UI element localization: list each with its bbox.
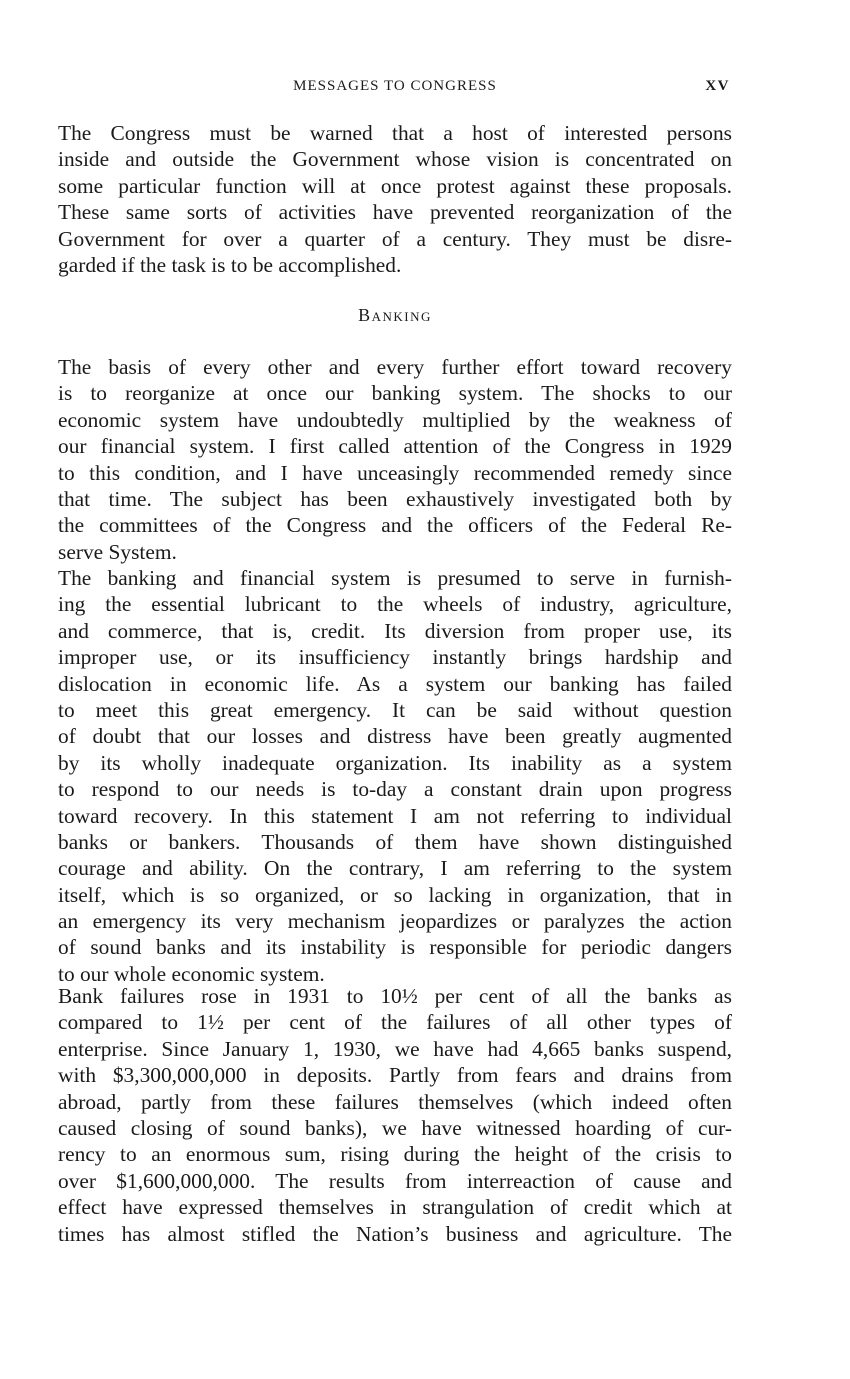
text-line: is to reorganize at once our banking system. The shocks to our bbox=[58, 381, 732, 406]
text-line: Bank failures rose in 1931 to 10½ per cent of all the banks as bbox=[58, 984, 732, 1008]
text-line: toward recovery. In this statement I am not referring to individual bbox=[58, 803, 732, 828]
text-line: The basis of every other and every further effort toward recovery bbox=[58, 355, 732, 379]
paragraph-warning bbox=[58, 120, 732, 278]
text-line: Government for over a quarter of a century. They must be disre- bbox=[58, 226, 732, 251]
running-head bbox=[58, 78, 732, 100]
text-line: abroad, partly from these failures themselves (which indeed often bbox=[58, 1089, 732, 1114]
text-line: with $3,300,000,000 in deposits. Partly from fears and drains from bbox=[58, 1063, 732, 1088]
text-line: effect have expressed themselves in strangulation of credit which at bbox=[58, 1195, 732, 1220]
text-line: inside and outside the Government whose vision is concentrated on bbox=[58, 147, 732, 172]
text-line: dislocation in economic life. As a system our banking has failed bbox=[58, 671, 732, 696]
text-line: ing the essential lubricant to the wheels of industry, agriculture, bbox=[58, 592, 732, 617]
paragraph-system bbox=[58, 565, 732, 987]
text-line: The Congress must be warned that a host of interested persons bbox=[58, 121, 732, 145]
text-line: caused closing of sound banks), we have witnessed hoarding of cur- bbox=[58, 1115, 732, 1140]
text-line: serve System. bbox=[58, 539, 177, 564]
text-line: rency to an enormous sum, rising during the height of the crisis to bbox=[58, 1142, 732, 1167]
text-line: the committees of the Congress and the officers of the Federal Re- bbox=[58, 513, 732, 538]
text-line: itself, which is so organized, or so lacking in organization, that in bbox=[58, 882, 732, 907]
text-line: improper use, or its insufficiency instantly brings hardship and bbox=[58, 645, 732, 670]
section-heading: Banking bbox=[358, 305, 432, 325]
text-line: enterprise. Since January 1, 1930, we have had 4,665 banks suspend, bbox=[58, 1036, 732, 1061]
text-line: compared to 1½ per cent of the failures of all other types of bbox=[58, 1010, 732, 1035]
text-line: to meet this great emergency. It can be said without question bbox=[58, 697, 732, 722]
running-head-title: MESSAGES TO CONGRESS bbox=[293, 78, 497, 94]
page-number: XV bbox=[705, 78, 730, 94]
text-line: and commerce, that is, credit. Its diversion from proper use, its bbox=[58, 618, 732, 643]
text-line: to our whole economic system. bbox=[58, 961, 325, 986]
text-line: The banking and financial system is presumed to serve in furnish- bbox=[58, 566, 732, 590]
text-line: to respond to our needs is to-day a constant drain upon progress bbox=[58, 777, 732, 802]
text-line: These same sorts of activities have prevented reorganization of the bbox=[58, 200, 732, 225]
text-line: economic system have undoubtedly multiplied by the weakness of bbox=[58, 407, 732, 432]
text-line: times has almost stifled the Nation’s business and agriculture. The bbox=[58, 1221, 732, 1246]
text-line: over $1,600,000,000. The results from interreaction of cause and bbox=[58, 1168, 732, 1193]
paragraph-failures bbox=[58, 983, 732, 1247]
text-line: an emergency its very mechanism jeopardizes or paralyzes the action bbox=[58, 909, 732, 934]
text-line: to this condition, and I have unceasingly recommended remedy since bbox=[58, 460, 732, 485]
text-line: banks or bankers. Thousands of them have shown distinguished bbox=[58, 829, 732, 854]
text-line: of sound banks and its instability is responsible for periodic dangers bbox=[58, 935, 732, 960]
text-line: garded if the task is to be accomplished. bbox=[58, 252, 402, 277]
text-line: some particular function will at once protest against these proposals. bbox=[58, 173, 732, 198]
text-line: our financial system. I first called attention of the Congress in 1929 bbox=[58, 434, 732, 459]
text-line: courage and ability. On the contrary, I am referring to the system bbox=[58, 856, 732, 881]
paragraph-basis bbox=[58, 354, 732, 565]
text-line: of doubt that our losses and distress have been greatly augmented bbox=[58, 724, 732, 749]
text-line: by its wholly inadequate organization. Its inability as a system bbox=[58, 750, 732, 775]
text-line: that time. The subject has been exhaustively investigated both by bbox=[58, 486, 732, 511]
